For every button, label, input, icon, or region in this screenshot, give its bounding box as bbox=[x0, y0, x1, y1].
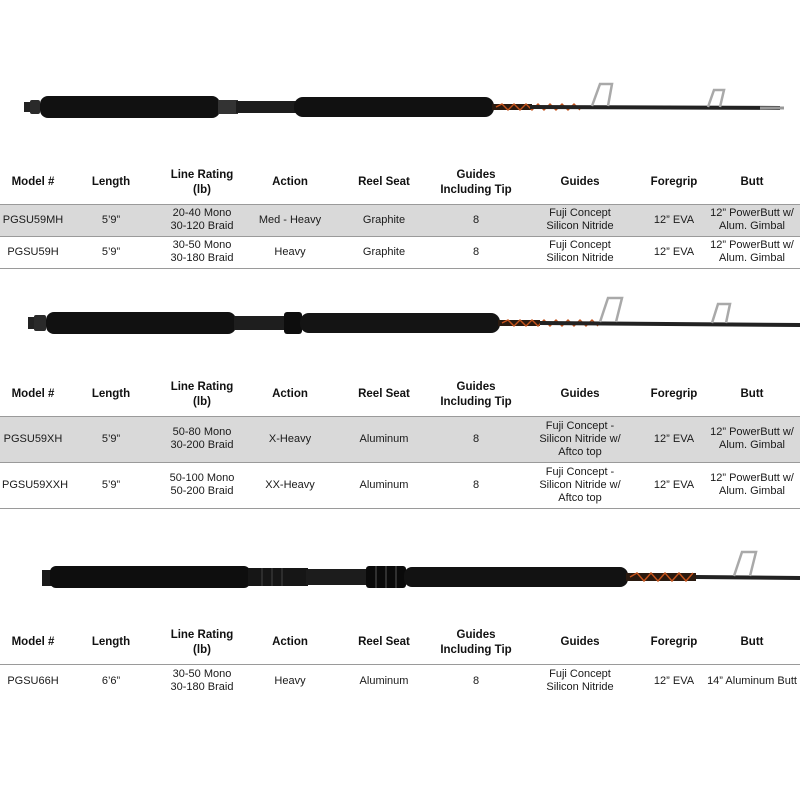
cell-guides-count: 8 bbox=[472, 674, 480, 687]
cell-line-rating: 30-50 Mono 30-180 Braid bbox=[170, 668, 234, 694]
cell-guides: Fuji Concept - Silicon Nitride w/ Aftco top bbox=[539, 419, 621, 458]
cell-action: Med - Heavy bbox=[258, 213, 322, 226]
col-length: Length bbox=[66, 374, 156, 416]
cell-model: PGSU59XH bbox=[3, 432, 63, 445]
spec-table-2 bbox=[0, 374, 800, 509]
cell-model: PGSU66H bbox=[7, 674, 59, 687]
col-line-rating: Line Rating (lb) bbox=[156, 162, 248, 204]
cell-model: PGSU59XXH bbox=[2, 478, 69, 491]
table-row bbox=[0, 236, 800, 268]
col-guides: Guides bbox=[516, 622, 644, 664]
col-action: Action bbox=[248, 622, 332, 664]
col-model: Model # bbox=[0, 374, 66, 416]
cell-guides: Fuji Concept Silicon Nitride bbox=[546, 239, 614, 264]
cell-length: 5’9” bbox=[101, 432, 121, 445]
col-guides-count: Guides Including Tip bbox=[436, 622, 516, 664]
col-guides: Guides bbox=[516, 162, 644, 204]
col-length: Length bbox=[66, 162, 156, 204]
table-row bbox=[0, 462, 800, 508]
cell-length: 5’9” bbox=[101, 213, 121, 226]
cell-line-rating: 50-100 Mono 50-200 Braid bbox=[169, 472, 235, 497]
col-guides: Guides bbox=[516, 374, 644, 416]
header-row bbox=[0, 162, 800, 204]
col-action: Action bbox=[248, 162, 332, 204]
col-foregrip: Foregrip bbox=[644, 374, 704, 416]
cell-length: 5’9” bbox=[101, 245, 121, 258]
col-reel-seat: Reel Seat bbox=[332, 622, 436, 664]
cell-guides-count: 8 bbox=[472, 213, 480, 226]
cell-reel-seat: Aluminum bbox=[359, 674, 409, 687]
table-row bbox=[0, 204, 800, 236]
cell-foregrip: 12” EVA bbox=[653, 674, 695, 687]
cell-butt: 12” PowerButt w/ Alum. Gimbal bbox=[710, 472, 794, 497]
rod-image-3 bbox=[0, 546, 800, 606]
cell-action: Heavy bbox=[274, 674, 306, 687]
cell-reel-seat: Aluminum bbox=[359, 478, 409, 491]
cell-butt: 14” Aluminum Butt bbox=[707, 674, 797, 687]
cell-length: 6’6” bbox=[101, 674, 121, 687]
cell-foregrip: 12” EVA bbox=[653, 432, 695, 445]
cell-butt: 12” PowerButt w/ Alum. Gimbal bbox=[710, 239, 794, 264]
col-butt: Butt bbox=[704, 622, 800, 664]
col-action: Action bbox=[248, 374, 332, 416]
col-line-rating: Line Rating (lb) bbox=[156, 622, 248, 664]
rod-image-1 bbox=[0, 76, 800, 136]
cell-guides-count: 8 bbox=[472, 245, 480, 258]
header-row bbox=[0, 374, 800, 416]
cell-action: X-Heavy bbox=[268, 432, 312, 445]
cell-guides: Fuji Concept - Silicon Nitride w/ Aftco top bbox=[539, 465, 621, 504]
col-foregrip: Foregrip bbox=[644, 162, 704, 204]
spec-table-3 bbox=[0, 622, 800, 698]
table-row bbox=[0, 416, 800, 462]
cell-foregrip: 12” EVA bbox=[653, 478, 695, 491]
cell-guides-count: 8 bbox=[472, 478, 480, 491]
col-foregrip: Foregrip bbox=[644, 622, 704, 664]
cell-guides-count: 8 bbox=[472, 432, 480, 445]
cell-line-rating: 20-40 Mono 30-120 Braid bbox=[170, 207, 234, 232]
cell-model: PGSU59MH bbox=[2, 213, 64, 226]
cell-line-rating: 30-50 Mono 30-180 Braid bbox=[170, 239, 234, 264]
col-model: Model # bbox=[0, 622, 66, 664]
rod-image-2 bbox=[0, 292, 800, 352]
header-row bbox=[0, 622, 800, 664]
col-butt: Butt bbox=[704, 162, 800, 204]
spec-table-1 bbox=[0, 162, 800, 269]
cell-line-rating: 50-80 Mono 30-200 Braid bbox=[170, 426, 234, 451]
col-reel-seat: Reel Seat bbox=[332, 162, 436, 204]
col-model: Model # bbox=[0, 162, 66, 204]
cell-guides: Fuji Concept Silicon Nitride bbox=[546, 668, 614, 694]
cell-foregrip: 12” EVA bbox=[653, 213, 695, 226]
col-line-rating: Line Rating (lb) bbox=[156, 374, 248, 416]
col-butt: Butt bbox=[704, 374, 800, 416]
cell-butt: 12” PowerButt w/ Alum. Gimbal bbox=[710, 207, 794, 232]
cell-length: 5’9” bbox=[101, 478, 121, 491]
cell-action: Heavy bbox=[274, 245, 306, 258]
cell-butt: 12” PowerButt w/ Alum. Gimbal bbox=[710, 426, 794, 451]
cell-model: PGSU59H bbox=[7, 245, 59, 258]
col-guides-count: Guides Including Tip bbox=[436, 162, 516, 204]
table-row bbox=[0, 664, 800, 698]
cell-action: XX-Heavy bbox=[265, 478, 315, 491]
col-reel-seat: Reel Seat bbox=[332, 374, 436, 416]
cell-reel-seat: Graphite bbox=[362, 213, 406, 226]
cell-foregrip: 12” EVA bbox=[653, 245, 695, 258]
cell-guides: Fuji Concept Silicon Nitride bbox=[546, 207, 614, 232]
cell-reel-seat: Aluminum bbox=[359, 432, 409, 445]
col-guides-count: Guides Including Tip bbox=[436, 374, 516, 416]
col-length: Length bbox=[66, 622, 156, 664]
cell-reel-seat: Graphite bbox=[362, 245, 406, 258]
